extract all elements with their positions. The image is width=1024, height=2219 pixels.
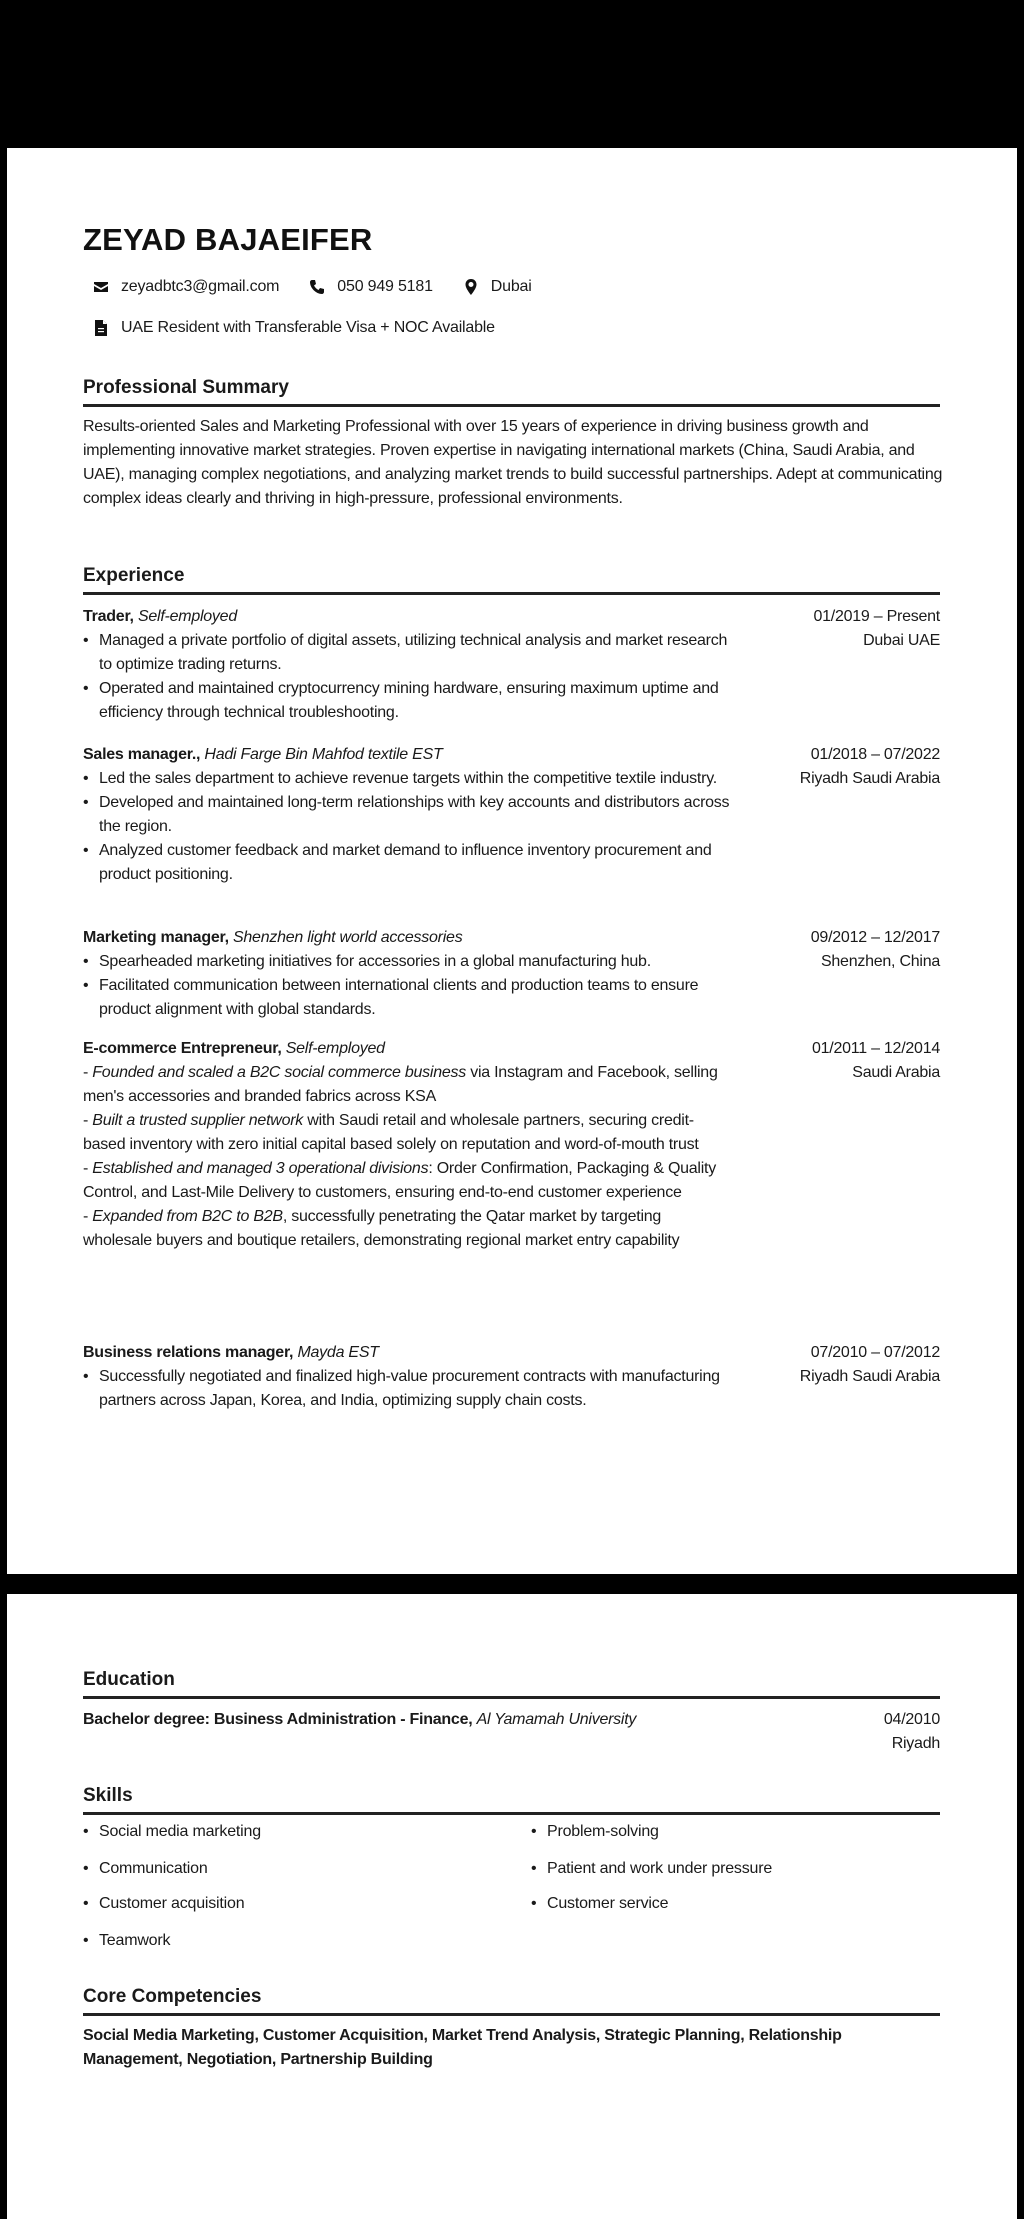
map-pin-icon: [463, 279, 479, 295]
skill-item: • Communication: [83, 1860, 208, 1878]
job-location: Riyadh Saudi Arabia: [799, 1368, 940, 1385]
job-bullet: • Analyzed customer feedback and market demand to influence inventory procurement and product positioning.: [99, 839, 743, 887]
paragraph-rest: with Saudi retail and wholesale partners, securing credit-based inventory with zero initial capital based solely on reputation and word-of-mouth trust: [83, 1112, 699, 1153]
resume-page-2: [7, 1594, 1017, 2219]
email-item: [93, 278, 279, 296]
skill-item: • Customer acquisition: [83, 1895, 244, 1913]
core-competencies-text: Social Media Marketing, Customer Acquisition, Market Trend Analysis, Strategic Planning, Relationship Management, Negotiation, Partnership Building: [83, 2027, 842, 2068]
resume-page-1: [7, 148, 1017, 1574]
candidate-name: ZEYAD BAJAEIFER: [83, 222, 373, 257]
skill-item: • Teamwork: [83, 1932, 170, 1950]
job-entry: [83, 1037, 940, 1253]
job-paragraph: - Established and managed 3 operational divisions: Order Confirmation, Packaging & Quality Control, and Last-Mile Delivery to customers, ensuring end-to-end customer experience: [83, 1160, 716, 1201]
section-heading-skills: Skills: [83, 1784, 940, 1815]
location-item: [463, 278, 532, 296]
job-dates: 01/2018 – 07/2022: [810, 746, 940, 763]
phone-icon: [309, 279, 325, 295]
section-heading-summary: Professional Summary: [83, 376, 940, 407]
job-title: Trader,: [83, 608, 134, 625]
school: Al Yamamah University: [476, 1711, 637, 1728]
job-dates: 01/2011 – 12/2014: [811, 1040, 940, 1057]
section-heading-experience: Experience: [83, 564, 940, 595]
paragraph-rest: , successfully penetrating the Qatar market by targeting wholesale buyers and boutique retailers, demonstrating regional market entry capability: [83, 1208, 680, 1249]
job-bullet: • Spearheaded marketing initiatives for accessories in a global manufacturing hub.: [99, 950, 743, 974]
skill-item: • Patient and work under pressure: [531, 1860, 772, 1878]
job-dates: 09/2012 – 12/2017: [810, 929, 940, 946]
job-title: Marketing manager,: [83, 929, 229, 946]
job-dates: 07/2010 – 07/2012: [810, 1344, 940, 1361]
contact-row: [93, 278, 562, 296]
location-text: Dubai: [490, 278, 532, 295]
job-entry: [83, 926, 940, 1022]
job-paragraph: - Expanded from B2C to B2B, successfully penetrating the Qatar market by targeting wholesale buyers and boutique retailers, demonstrating regional market entry capability: [83, 1208, 680, 1249]
skill-item: • Customer service: [531, 1895, 668, 1913]
job-company: Self-employed: [137, 608, 237, 625]
visa-text: UAE Resident with Transferable Visa + NOC Available: [121, 319, 495, 336]
education-location: Riyadh: [891, 1735, 940, 1752]
job-entry: [83, 1341, 940, 1413]
job-title: Business relations manager,: [83, 1344, 294, 1361]
job-company: Shenzhen light world accessories: [232, 929, 463, 946]
phone-text: 050 949 5181: [337, 278, 433, 295]
job-location: Dubai UAE: [863, 632, 940, 649]
job-bullet: • Led the sales department to achieve revenue targets within the competitive textile industry.: [99, 767, 743, 791]
phone-item: [309, 278, 432, 296]
job-bullet: • Developed and maintained long-term relationships with key accounts and distributors across the region.: [99, 791, 743, 839]
education-date: 04/2010: [883, 1711, 940, 1728]
job-location: Shenzhen, China: [820, 953, 940, 970]
job-location: Saudi Arabia: [852, 1064, 940, 1081]
job-bullet: • Successfully negotiated and finalized high-value procurement contracts with manufacturing partners across Japan, Korea, and India, optimizing supply chain costs.: [99, 1365, 743, 1413]
job-entry: [83, 605, 940, 725]
job-location: Riyadh Saudi Arabia: [799, 770, 940, 787]
visa-row: [93, 319, 495, 337]
paragraph-lead: Established and managed 3 operational divisions: [92, 1160, 429, 1177]
job-title: E-commerce Entrepreneur,: [83, 1040, 282, 1057]
job-paragraph: - Built a trusted supplier network with Saudi retail and wholesale partners, securing credit-based inventory with zero initial capital based solely on reputation and word-of-mouth trust: [83, 1112, 699, 1153]
section-heading-core-competencies: Core Competencies: [83, 1985, 940, 2016]
job-bullet: • Managed a private portfolio of digital assets, utilizing technical analysis and market research to optimize trading returns.: [99, 629, 743, 677]
job-company: Hadi Farge Bin Mahfod textile EST: [204, 746, 443, 763]
envelope-icon: [93, 279, 109, 295]
job-bullet: • Facilitated communication between international clients and production teams to ensure product alignment with global standards.: [99, 974, 743, 1022]
job-company: Self-employed: [285, 1040, 385, 1057]
job-dates: 01/2019 – Present: [813, 608, 940, 625]
job-entry: [83, 743, 940, 887]
email-text: zeyadbtc3@gmail.com: [121, 278, 280, 295]
document-icon: [93, 320, 109, 336]
job-title: Sales manager.,: [83, 746, 201, 763]
education-entry: [83, 1708, 940, 1752]
job-bullet: • Operated and maintained cryptocurrency mining hardware, ensuring maximum uptime and efficiency through technical troubleshooting.: [99, 677, 743, 725]
paragraph-rest: via Instagram and Facebook, selling men's accessories and branded fabrics across KSA: [83, 1064, 718, 1105]
summary-text: Results-oriented Sales and Marketing Professional with over 15 years of experience in driving business growth and implementing innovative market strategies. Proven expertise in navigating international markets (China, Saudi Arabia, and UAE), managing complex negotiations, and analyzing market trends to build successful partnerships. Adept at communicating complex ideas clearly and thriving in high-pressure, professional environments.: [83, 418, 943, 507]
job-company: Mayda EST: [297, 1344, 379, 1361]
degree: Bachelor degree: Business Administration - Finance,: [83, 1711, 473, 1728]
job-paragraph: - Founded and scaled a B2C social commerce business via Instagram and Facebook, selling men's accessories and branded fabrics across KSA: [83, 1064, 718, 1105]
paragraph-lead: Built a trusted supplier network: [92, 1112, 304, 1129]
paragraph-lead: Expanded from B2C to B2B: [92, 1208, 283, 1225]
skill-item: • Problem-solving: [531, 1823, 659, 1841]
section-heading-education: Education: [83, 1668, 940, 1699]
paragraph-rest: : Order Confirmation, Packaging & Quality Control, and Last-Mile Delivery to customers, ensuring end-to-end customer experience: [83, 1160, 716, 1201]
skill-item: • Social media marketing: [83, 1823, 261, 1841]
paragraph-lead: Founded and scaled a B2C social commerce business: [92, 1064, 467, 1081]
